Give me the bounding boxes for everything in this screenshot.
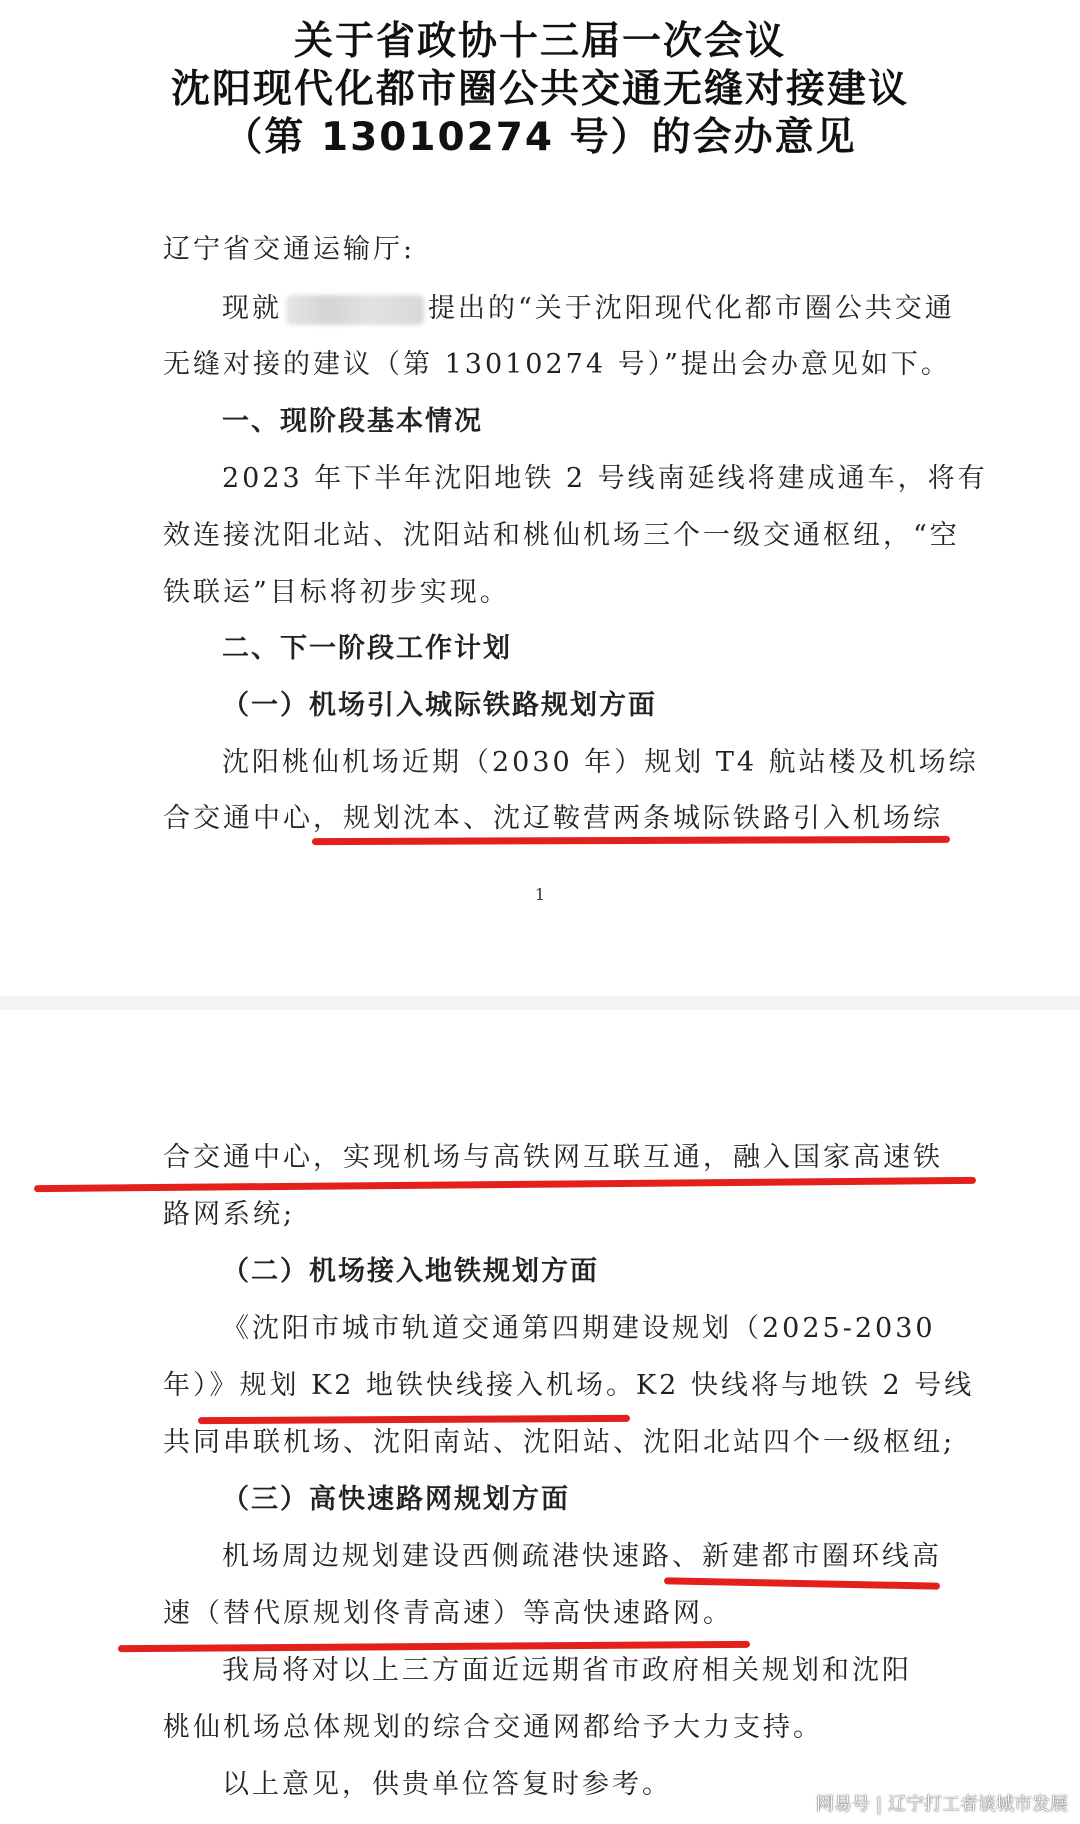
sub1-line-1: 沈阳桃仙机场近期（2030 年）规划 T4 航站楼及机场综 [222,747,979,778]
intro-text-before: 现就 [222,293,282,324]
section1-line-2: 效连接沈阳北站、沈阳站和桃仙机场三个一级交通枢纽，“空 [163,520,960,551]
sub2-line-1: 《沈阳市城市轨道交通第四期建设规划（2025-2030 [222,1313,936,1344]
document-title-line-2: 沈阳现代化都市圈公共交通无缝对接建议 [170,67,909,112]
sub1-line-4: 路网系统; [163,1199,296,1230]
watermark-platform: 网易号 [815,1794,870,1815]
document-title-line-1: 关于省政协十三届一次会议 [293,19,786,64]
section2-heading: 二、下一阶段工作计划 [222,633,512,664]
watermark-account: 辽宁打工者谈城市发展 [888,1794,1068,1815]
section1-line-1: 2023 年下半年沈阳地铁 2 号线南延线将建成通车，将有 [222,463,988,494]
sub1-line-3: 合交通中心，实现机场与高铁网互联互通，融入国家高速铁 [163,1142,943,1173]
final-line: 以上意见，供贵单位答复时参考。 [222,1769,672,1800]
addressee: 辽宁省交通运输厅: [163,234,416,265]
intro-line-2: 无缝对接的建议（第 13010274 号）”提出会办意见如下。 [163,349,951,380]
red-underline-4 [664,1577,940,1589]
sub2-line-2: 年）》规划 K2 地铁快线接入机场。K2 快线将与地铁 2 号线 [163,1370,975,1401]
sub3-line-1: 机场周边规划建设西侧疏港快速路、新建都市圈环线高 [222,1541,942,1572]
sub3-line-2: 速（替代原规划佟青高速）等高快速路网。 [163,1598,733,1629]
red-underline-5 [118,1641,750,1652]
intro-text-after: 提出的“关于沈阳现代化都市圈公共交通 [428,293,955,324]
watermark-separator: | [875,1794,882,1815]
intro-line-1 [222,292,955,326]
page-number: 1 [534,885,546,904]
sub3-heading: （三）高快速路网规划方面 [222,1484,570,1515]
red-underline-1 [312,836,950,845]
red-underline-2 [34,1177,976,1192]
closing-line-1: 我局将对以上三方面近远期省市政府相关规划和沈阳 [222,1655,912,1686]
sub2-heading: （二）机场接入地铁规划方面 [222,1256,599,1287]
closing-line-2: 桃仙机场总体规划的综合交通网都给予大力支持。 [163,1712,823,1743]
red-underline-3 [198,1415,630,1424]
redacted-name-blur [286,295,424,325]
section1-line-3: 铁联运”目标将初步实现。 [163,577,510,608]
section1-heading: 一、现阶段基本情况 [222,406,483,437]
sub2-line-3: 共同串联机场、沈阳南站、沈阳站、沈阳北站四个一级枢纽; [163,1427,956,1458]
document-title-line-3: （第 13010274 号）的会办意见 [223,115,857,160]
watermark [816,1790,1068,1816]
document-page-2 [0,1010,1080,1824]
sub1-heading: （一）机场引入城际铁路规划方面 [222,690,657,721]
sub1-line-2: 合交通中心，规划沈本、沈辽鞍营两条城际铁路引入机场综 [163,803,943,834]
page-separator [0,996,1080,1010]
